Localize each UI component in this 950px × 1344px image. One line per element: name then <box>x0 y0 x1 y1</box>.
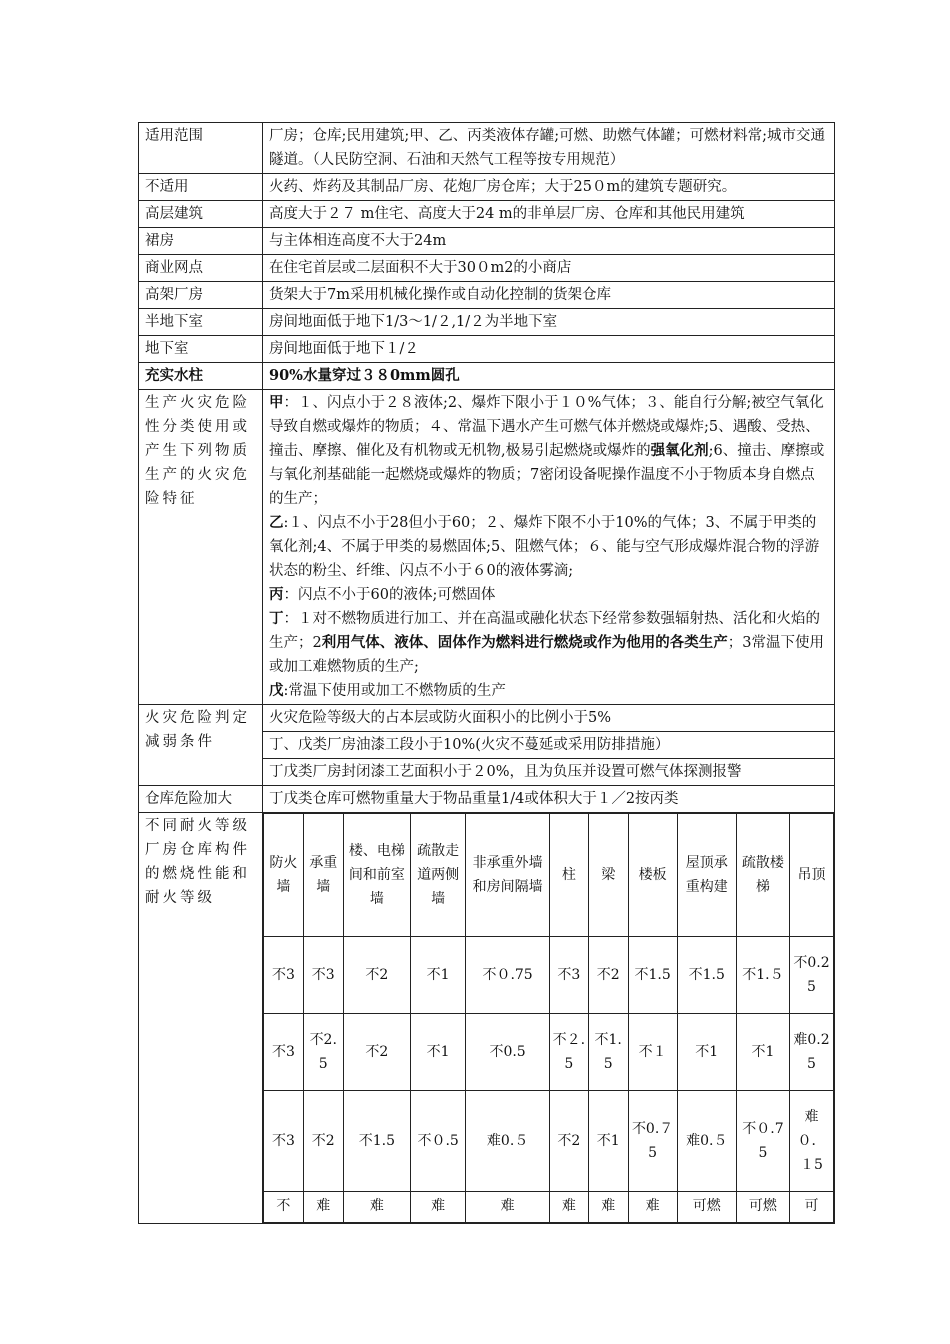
ding-bold-text: 利用气体、液体、固体作为燃料进行燃烧或作为他用的各类生产 <box>321 634 728 651</box>
rating-cell: 难 <box>411 1192 466 1223</box>
scope-label: 适用范围 <box>139 123 263 174</box>
ding-label: 丁 <box>269 610 284 627</box>
fire-rating-row <box>264 1091 834 1192</box>
jia-text: ：１、闪点小于２８液体;2、爆炸下限小于１０%气体；３、能自行分解;被空气氧化导致自燃或爆炸的物质；４、常温下遇水产生可燃气体并燃烧或爆炸;5、遇酸、受热、撞击、摩擦、催化及有机物或无机物,极易引起燃烧或爆炸的 <box>269 395 824 459</box>
rating-cell: 不2 <box>588 937 628 1014</box>
table-row <box>139 123 835 174</box>
rating-cell: 难0.５ <box>466 1091 550 1192</box>
rating-cell: 不3 <box>264 1091 304 1192</box>
fire-rating-label: 不同耐火等级厂房仓库构件的燃烧性能和耐火等级 <box>139 813 263 1224</box>
table-row <box>139 201 835 228</box>
jia-label: 甲 <box>269 394 284 411</box>
fire-rating-row <box>264 1014 834 1091</box>
rating-cell: 不0.７5 <box>628 1091 677 1192</box>
rating-cell: 可燃 <box>736 1192 789 1223</box>
rating-cell: 不0.25 <box>789 937 833 1014</box>
header-cell: 梁 <box>588 814 628 937</box>
header-cell: 屋顶承重构建 <box>677 814 736 937</box>
jia-bold-text: 强氧化剂 <box>650 442 709 459</box>
rating-cell: 难 <box>628 1192 677 1223</box>
rating-cell: 难 <box>549 1192 588 1223</box>
rating-cell: 不3 <box>303 937 343 1014</box>
yi-text: :１、闪点不小于28但小于60；２、爆炸下限不小于10%的气体；3、不属于甲类的氧化剂;4、不属于甲类的易燃固体;5、阻燃气体；６、能与空气形成爆炸混合物的浮游状态的粉尘、纤维、闪点不小于６0的液体雾滴; <box>269 515 820 579</box>
water-column-content: 90%水量穿过３８0mm圆孔 <box>263 363 835 390</box>
ding-text: ：１对不燃物质进行加工、并在高温或融化状态下经常参数强辐射热、活化和火焰的生产；2 <box>269 611 820 651</box>
rating-cell: 不2 <box>343 1014 410 1091</box>
rating-cell: 难 <box>303 1192 343 1223</box>
rating-cell: 不2 <box>343 937 410 1014</box>
rating-cell: 不 <box>264 1192 304 1223</box>
hazard-class-jia <box>269 391 828 511</box>
bing-text: ：闪点不小于60的液体;可燃固体 <box>283 587 496 603</box>
reduction-item: 丁、戊类厂房油漆工段小于10%(火灾不蔓延或采用防排措施） <box>263 732 835 759</box>
rating-cell: 难 <box>588 1192 628 1223</box>
fire-rating-table <box>263 813 834 1223</box>
header-cell: 疏散楼梯 <box>736 814 789 937</box>
podium-content: 与主体相连高度不大于24m <box>263 228 835 255</box>
high-rise-content: 高度大于２７ m住宅、高度大于24 m的非单层厂房、仓库和其他民用建筑 <box>263 201 835 228</box>
header-cell: 疏散走道两侧墙 <box>411 814 466 937</box>
rating-cell: 不０.75 <box>466 937 550 1014</box>
fire-rating-row <box>264 1192 834 1223</box>
jia-text-2: ;6、撞击、摩擦或与氧化剂基础能一起燃烧或爆炸的物质；7密闭设备呢操作温度不小于物质本身自燃点的生产； <box>269 443 825 507</box>
rating-cell: 不１ <box>628 1014 677 1091</box>
rating-cell: 可燃 <box>677 1192 736 1223</box>
rating-cell: 不3 <box>264 1014 304 1091</box>
high-rack-label: 高架厂房 <box>139 282 263 309</box>
rating-cell: 不1.5 <box>343 1091 410 1192</box>
hazard-class-bing <box>269 583 828 607</box>
rating-cell: 不1 <box>677 1014 736 1091</box>
semi-basement-content: 房间地面低于地下1/3～1/２,1/２为半地下室 <box>263 309 835 336</box>
rating-cell: 不3 <box>264 937 304 1014</box>
rating-cell: 难 <box>343 1192 410 1223</box>
basement-content: 房间地面低于地下１/２ <box>263 336 835 363</box>
wu-text: :常温下使用或加工不燃物质的生产 <box>283 683 506 699</box>
hazard-class-ding <box>269 607 828 679</box>
table-row <box>139 336 835 363</box>
header-cell: 承重墙 <box>303 814 343 937</box>
high-rise-label: 高层建筑 <box>139 201 263 228</box>
table-row <box>139 363 835 390</box>
rating-cell: 难 <box>466 1192 550 1223</box>
rating-cell: 不1 <box>411 937 466 1014</box>
rating-cell: 不1.5 <box>677 937 736 1014</box>
table-row <box>139 309 835 336</box>
not-applicable-label: 不适用 <box>139 174 263 201</box>
warehouse-content: 丁戊类仓库可燃物重量大于物品重量1/4或体积大于１／2按丙类 <box>263 786 835 813</box>
table-row <box>139 705 835 732</box>
basement-label: 地下室 <box>139 336 263 363</box>
table-row <box>139 174 835 201</box>
fire-code-table <box>138 122 835 1224</box>
reduction-item: 火灾危险等级大的占本层或防火面积小的比例小于5% <box>263 705 835 732</box>
not-applicable-content: 火药、炸药及其制品厂房、花炮厂房仓库；大于25０m的建筑专题研究。 <box>263 174 835 201</box>
rating-cell: 不０.5 <box>411 1091 466 1192</box>
table-row <box>139 390 835 705</box>
hazard-class-wu <box>269 679 828 703</box>
rating-cell: 不0.5 <box>466 1014 550 1091</box>
table-row <box>139 813 835 1224</box>
rating-cell: 可 <box>789 1192 833 1223</box>
hazard-class-yi <box>269 511 828 583</box>
rating-cell: 不1.5 <box>628 937 677 1014</box>
commercial-content: 在住宅首层或二层面积不大于30０m2的小商店 <box>263 255 835 282</box>
table-row <box>139 282 835 309</box>
rating-cell: 不1.5 <box>588 1014 628 1091</box>
rating-cell: 难0.25 <box>789 1014 833 1091</box>
rating-cell: 难０．１5 <box>789 1091 833 1192</box>
rating-cell: 不1 <box>411 1014 466 1091</box>
rating-cell: 难0.５ <box>677 1091 736 1192</box>
scope-content: 厂房；仓库;民用建筑;甲、乙、丙类液体存罐;可燃、助燃气体罐；可燃材料常;城市交通隧道。（人民防空洞、石油和天然气工程等按专用规范） <box>263 123 835 174</box>
commercial-label: 商业网点 <box>139 255 263 282</box>
header-cell: 楼板 <box>628 814 677 937</box>
rating-cell: 不1 <box>736 1014 789 1091</box>
table-row <box>139 786 835 813</box>
header-cell: 楼、电梯间和前室墙 <box>343 814 410 937</box>
rating-cell: 不1.５ <box>736 937 789 1014</box>
rating-cell: 不2.5 <box>303 1014 343 1091</box>
table-row <box>139 228 835 255</box>
reduction-label: 火灾危险判定减弱条件 <box>139 705 263 786</box>
podium-label: 裙房 <box>139 228 263 255</box>
fire-rating-row <box>264 937 834 1014</box>
hazard-content <box>263 390 835 705</box>
semi-basement-label: 半地下室 <box>139 309 263 336</box>
rating-cell: 不3 <box>549 937 588 1014</box>
fire-rating-header-row <box>264 814 834 937</box>
high-rack-content: 货架大于7m采用机械化操作或自动化控制的货架仓库 <box>263 282 835 309</box>
rating-cell: 不２.5 <box>549 1014 588 1091</box>
fire-rating-cell <box>263 813 835 1224</box>
header-cell: 柱 <box>549 814 588 937</box>
header-cell: 吊顶 <box>789 814 833 937</box>
reduction-item: 丁戊类厂房封闭漆工艺面积小于２0%，且为负压并设置可燃气体探测报警 <box>263 759 835 786</box>
hazard-label: 生产火灾危险性分类使用或产生下列物质生产的火灾危险特征 <box>139 390 263 705</box>
rating-cell: 不2 <box>549 1091 588 1192</box>
warehouse-label: 仓库危险加大 <box>139 786 263 813</box>
water-column-label: 充实水柱 <box>139 363 263 390</box>
rating-cell: 不０.75 <box>736 1091 789 1192</box>
rating-cell: 不1 <box>588 1091 628 1192</box>
ding-text-2: ；3常温下使用或加工难燃物质的生产; <box>269 635 824 675</box>
wu-label: 戊 <box>269 682 284 699</box>
table-row <box>139 255 835 282</box>
header-cell: 非承重外墙和房间隔墙 <box>466 814 550 937</box>
yi-label: 乙 <box>269 514 284 531</box>
rating-cell: 不2 <box>303 1091 343 1192</box>
header-cell: 防火墙 <box>264 814 304 937</box>
bing-label: 丙 <box>269 586 284 603</box>
